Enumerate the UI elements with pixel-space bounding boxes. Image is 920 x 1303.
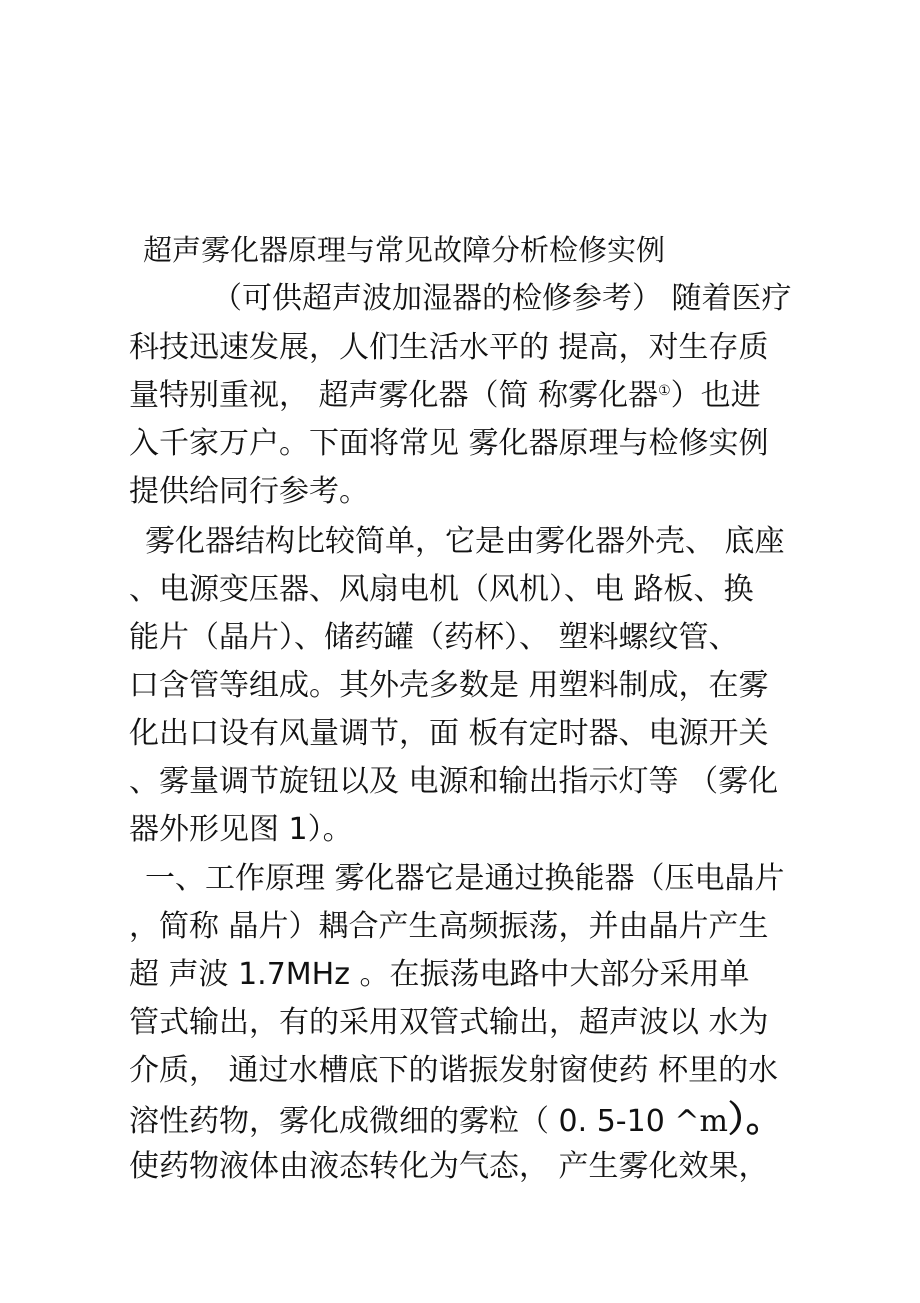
paragraph-line: 、雾量调节旋钮以及 电源和输出指示灯等 （雾化 xyxy=(129,764,779,799)
paragraph-text: ）也进 xyxy=(670,378,761,413)
paragraph-line: 使药物液体由液态转化为气态， 产生雾化效果， xyxy=(129,1149,769,1184)
footnote-marker: ① xyxy=(658,383,671,399)
document-title: 超声雾化器原理与常见故障分析检修实例 xyxy=(143,233,666,267)
paragraph-line: 雾化器结构比较简单，它是由雾化器外壳、 底座 xyxy=(145,524,785,559)
paragraph-line: 科技迅速发展，人们生活水平的 提高，对生存质 xyxy=(129,330,769,365)
paragraph-line: 口含管等组成。其外壳多数是 用塑料制成，在雾 xyxy=(129,668,769,703)
paragraph-text: 量特别重视， 超声雾化器（简 称雾化器 xyxy=(129,378,659,413)
paragraph-line: 介质， 通过水槽底下的谐振发射窗使药 杯里的水 xyxy=(129,1053,779,1088)
paragraph-line: ，简称 晶片）耦合产生高频振荡，并由晶片产生 xyxy=(129,909,769,944)
section-heading-line: 一、工作原理 雾化器它是通过换能器（压电晶片 xyxy=(145,861,785,896)
paragraph-line xyxy=(129,378,761,413)
paragraph-text: ）。 xyxy=(727,1099,782,1140)
paragraph-line: 入千家万户。下面将常见 雾化器原理与检修实例 xyxy=(129,426,769,461)
paragraph-line: 、电源变压器、风扇电机（风机）、电 路板、换 xyxy=(129,572,754,607)
paragraph-line: 提供给同行参考。 xyxy=(129,474,369,509)
paragraph-line: （可供超声波加湿器的检修参考） 随着医疗 xyxy=(212,281,792,316)
paragraph-line: 化出口设有风量调节，面 板有定时器、电源开关 xyxy=(129,716,769,751)
paragraph-line: 管式输出，有的采用双管式输出，超声波以 水为 xyxy=(129,1005,769,1040)
paragraph-text: 溶性药物，雾化成微细的雾粒（ 0. 5-10 xyxy=(129,1104,675,1139)
paragraph-line: 器外形见图 1）。 xyxy=(129,812,353,847)
paragraph-line: 超 声波 1.7MHz 。在振荡电路中大部分采用单 xyxy=(129,957,750,992)
unit-text: ^m xyxy=(674,1104,728,1139)
paragraph-line: 能片（晶片）、储药罐（药杯）、 塑料螺纹管、 xyxy=(129,620,739,655)
paragraph-line xyxy=(129,1099,782,1140)
